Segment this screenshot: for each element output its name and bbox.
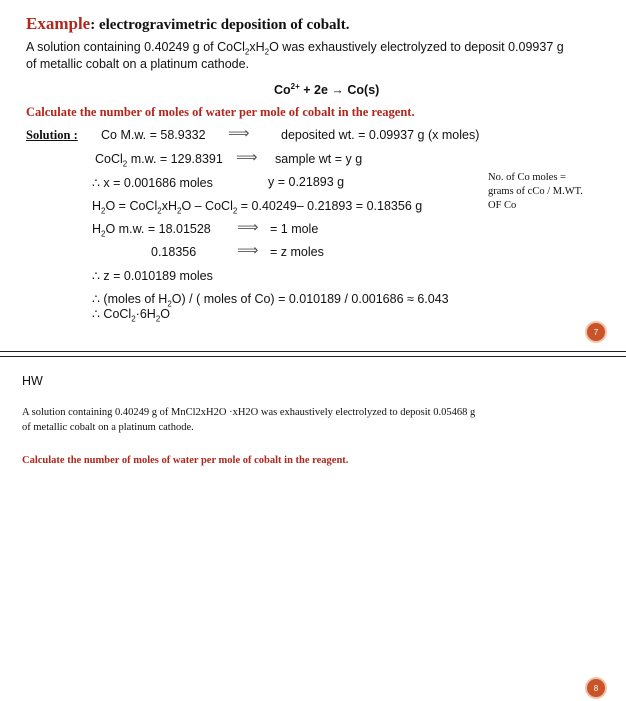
row7: ∴ z = 0.010189 moles	[92, 269, 213, 283]
arrow-icon: ⟹	[237, 242, 259, 259]
row3-right: y = 0.21893 g	[268, 175, 345, 189]
row4-water-mass: $H_2O$ = $CoCl_2xH_2O$ – CoCl$_2$ = 0.40249– 0.21893 = 0.18356 g	[92, 199, 423, 216]
row1-right: deposited wt. = 0.09937 g (x moles)	[281, 128, 480, 142]
slide-title	[26, 14, 349, 34]
side-note: No. of Co moles = grams of cCo / M.WT. OF Co	[488, 172, 583, 211]
solution-label: Solution :	[26, 128, 78, 142]
row9: ∴ $CoCl_2\cdot 6H_2O$	[92, 307, 171, 324]
page-number-badge: 7	[587, 323, 605, 341]
hw-text-line-1: A solution containing 0.40249 g of MnCl2xH2O ·xH2O was exhaustively electrolyzed to deposit 0.05468 g	[22, 407, 476, 418]
arrow-icon: ⟹	[237, 219, 259, 236]
intro-line-2: of metallic cobalt on a platinum cathode.	[26, 57, 250, 71]
arrow-icon: ⟹	[228, 125, 250, 142]
row3-left: ∴ x = 0.001686 moles	[92, 176, 213, 190]
hw-question: Calculate the number of moles of water per mole of cobalt in the reagent.	[22, 455, 349, 466]
question-text: Calculate the number of moles of water per mole of cobalt in the reagent.	[26, 105, 415, 119]
row2-right: sample wt = y g	[275, 152, 363, 166]
row1-left: Co M.w. = 58.9332	[101, 128, 206, 142]
homework-slide	[0, 356, 626, 701]
hw-label: HW	[22, 374, 43, 388]
row5-left: $H_2O$ m.w. = 18.01528	[92, 222, 211, 239]
hw-text-line-2: of metallic cobalt on a platinum cathode.	[22, 422, 194, 433]
intro-line-1: A solution containing 0.40249 g of $CoCl_2xH_2O$ was exhaustively electrolyzed to deposit 0.09937 g	[26, 40, 564, 57]
reaction-equation: $Co^{2+} + 2e \to Co(s)$	[274, 82, 380, 98]
arrow-icon: ⟹	[236, 149, 258, 166]
row6-left: 0.18356	[151, 245, 197, 259]
row6-right: = z moles	[270, 245, 324, 259]
title-text: : electrogravimetric deposition of cobalt.	[90, 17, 350, 33]
row8: ∴ (moles of $H_2O$) / ( moles of Co) = 0.010189 / 0.001686 ≈ 6.043	[92, 292, 449, 309]
row5-right: = 1 mole	[270, 222, 319, 236]
row2-left: CoCl$_2$ m.w. = 129.8391	[95, 152, 223, 169]
title-label: Example	[26, 14, 91, 33]
page-number-badge: 8	[587, 679, 605, 697]
